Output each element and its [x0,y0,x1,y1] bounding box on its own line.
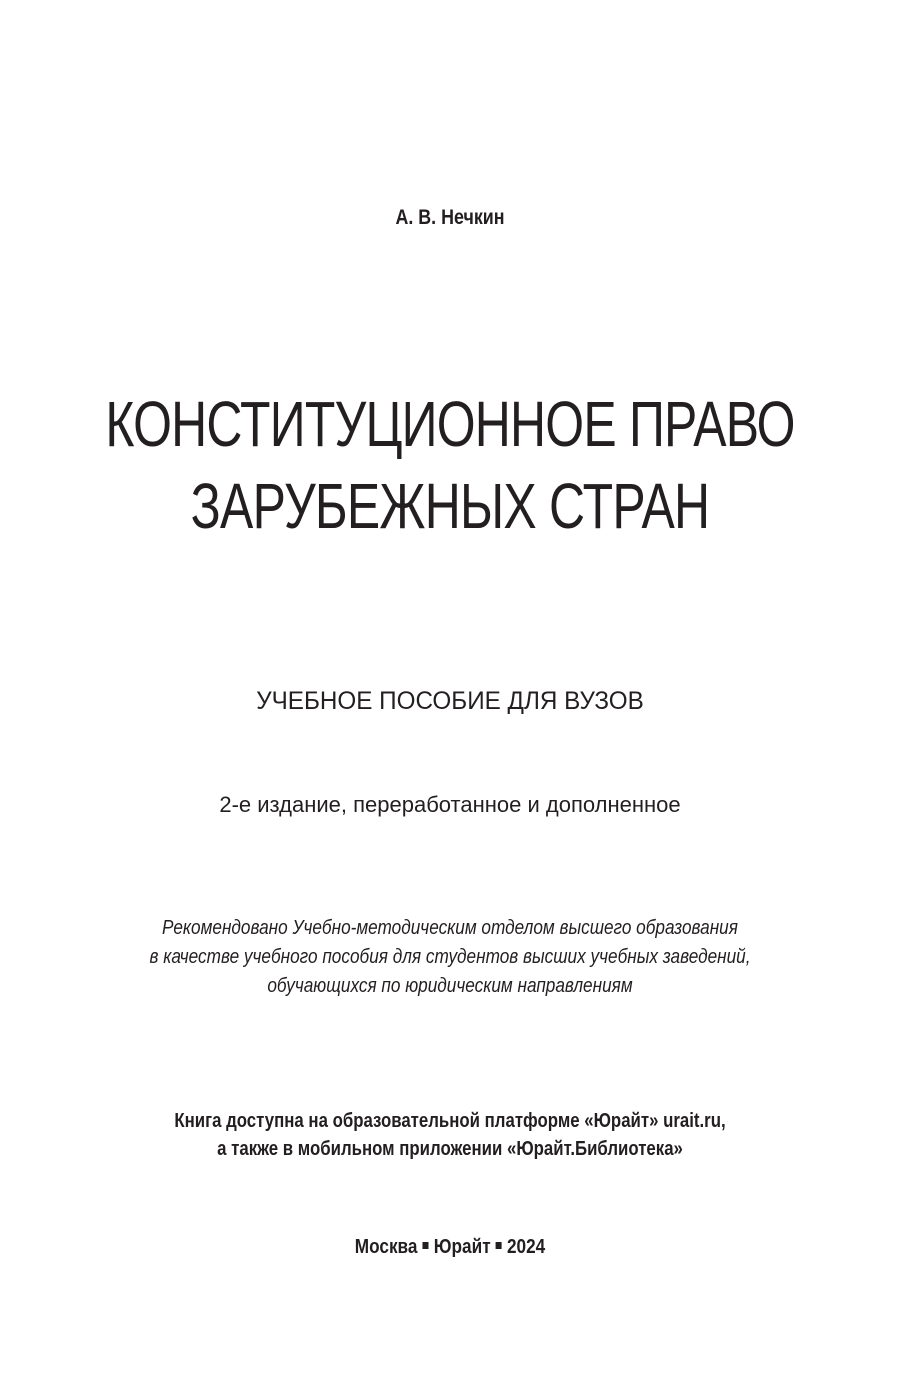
separator-square-icon [423,1242,429,1249]
author-name: А. В. Нечкин [395,206,505,229]
availability-line-1: Книга доступна на образовательной платформе «Юрайт» urait.ru, [174,1110,726,1132]
title-line-1: КОНСТИТУЦИОННОЕ ПРАВО [105,388,795,460]
separator-square-icon [496,1242,502,1249]
availability-line-2: а также в мобильном приложении «Юрайт.Библиотека» [217,1138,683,1160]
imprint [63,1236,837,1259]
recommendation-line-3: обучающихся по юридическим направлениям [267,975,633,997]
title-line-2: ЗАРУБЕЖНЫХ СТРАН [190,470,710,542]
recommendation-line-2: в качестве учебного пособия для студентов высших учебных заведений, [149,946,751,968]
imprint-year: 2024 [506,1236,546,1258]
edition-info: 2-е издание, переработанное и дополненное [219,792,681,817]
imprint-city: Москва [354,1236,418,1258]
recommendation-line-1: Рекомендовано Учебно-методическим отделом высшего образования [162,917,738,939]
book-subtitle: УЧЕБНОЕ ПОСОБИЕ ДЛЯ ВУЗОВ [256,687,644,715]
imprint-publisher: Юрайт [433,1236,491,1258]
